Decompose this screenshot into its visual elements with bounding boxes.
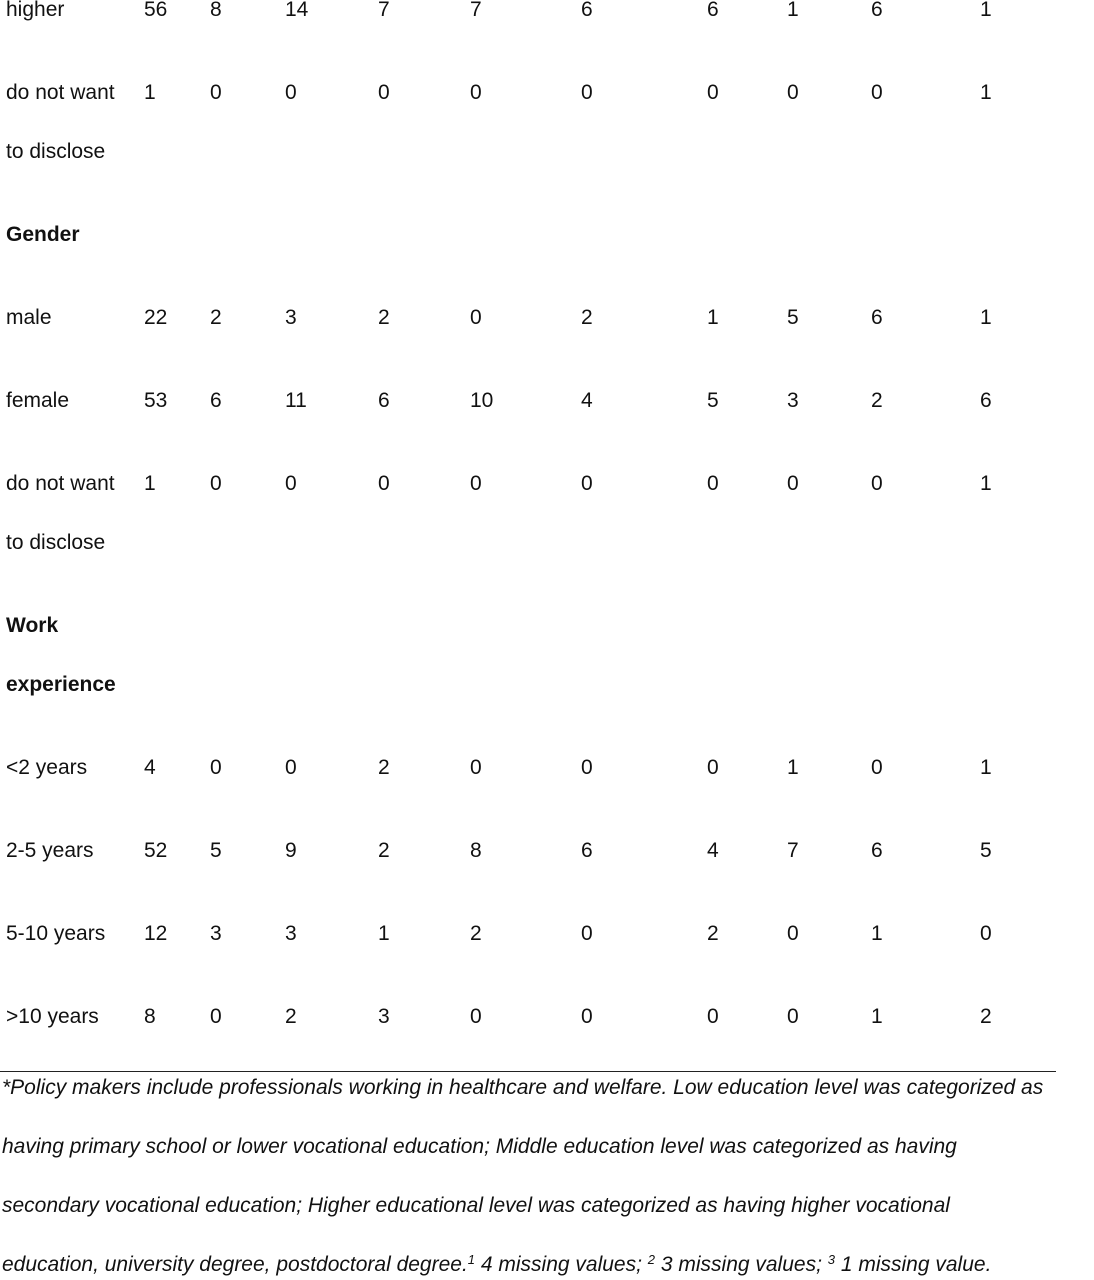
table-cell: 6 xyxy=(581,0,593,21)
table-cell: 7 xyxy=(470,0,482,21)
table-cell: 8 xyxy=(144,1005,156,1028)
table-cell: 3 xyxy=(285,306,297,329)
table-cell: 1 xyxy=(707,306,719,329)
table-cell: 6 xyxy=(707,0,719,21)
row-label: 2-5 years xyxy=(6,839,94,862)
table-cell: 0 xyxy=(470,306,482,329)
table-cell: 4 xyxy=(581,389,593,412)
table-cell: 2 xyxy=(378,306,390,329)
table-cell: 6 xyxy=(378,389,390,412)
table-cell: 1 xyxy=(378,922,390,945)
table-cell: 0 xyxy=(378,472,390,495)
table-cell: 0 xyxy=(707,1005,719,1028)
table-cell: 56 xyxy=(144,0,168,21)
row-label: 5-10 years xyxy=(6,922,106,945)
table-cell: 1 xyxy=(980,0,992,21)
table-cell: 14 xyxy=(285,0,309,21)
table-cell: 0 xyxy=(378,81,390,104)
table-cell: 1 xyxy=(787,756,799,779)
footnote-line-1: *Policy makers include professionals working in healthcare and welfare. Low education level was categorized as xyxy=(2,1076,1044,1099)
table-cell: 1 xyxy=(144,472,156,495)
table-cell: 9 xyxy=(285,839,297,862)
table-cell: 2 xyxy=(581,306,593,329)
footnote-missing-3: 1 missing value. xyxy=(835,1253,992,1276)
table-cell: 11 xyxy=(285,389,307,412)
footnote-line-4-text: education, university degree, postdoctoral degree. xyxy=(2,1253,468,1276)
table-cell: 2 xyxy=(871,389,883,412)
row-label-cont: to disclose xyxy=(6,140,106,163)
row-label: do not want xyxy=(6,81,115,104)
table-cell: 10 xyxy=(470,389,494,412)
table-cell: 2 xyxy=(980,1005,992,1028)
table-cell: 0 xyxy=(470,756,482,779)
table-cell: 2 xyxy=(707,922,719,945)
table-cell: 0 xyxy=(581,922,593,945)
table-cell: 0 xyxy=(581,1005,593,1028)
table-cell: 2 xyxy=(285,1005,297,1028)
section-header-cont: experience xyxy=(6,673,116,696)
table-cell: 6 xyxy=(980,389,992,412)
row-label-cont: to disclose xyxy=(6,531,106,554)
table-cell: 8 xyxy=(210,0,222,21)
table-cell: 1 xyxy=(980,81,992,104)
table-cell: 3 xyxy=(787,389,799,412)
table-cell: 0 xyxy=(470,472,482,495)
table-cell: 0 xyxy=(285,756,297,779)
table-cell: 4 xyxy=(707,839,719,862)
row-label: do not want xyxy=(6,472,115,495)
table-cell: 52 xyxy=(144,839,168,862)
table-cell: 0 xyxy=(871,472,883,495)
table-cell: 3 xyxy=(285,922,297,945)
table-cell: 0 xyxy=(787,81,799,104)
table-cell: 1 xyxy=(871,922,883,945)
table-cell: 7 xyxy=(378,0,390,21)
table-cell: 6 xyxy=(871,839,883,862)
table-cell: 7 xyxy=(787,839,799,862)
table-cell: 5 xyxy=(707,389,719,412)
table-cell: 6 xyxy=(871,306,883,329)
table-cell: 1 xyxy=(144,81,156,104)
section-header: Work xyxy=(6,614,59,637)
table-cell: 8 xyxy=(470,839,482,862)
table-cell: 6 xyxy=(210,389,222,412)
footnote-sup-1: 1 xyxy=(467,1252,476,1267)
table-cell: 53 xyxy=(144,389,168,412)
table-cell: 1 xyxy=(980,472,992,495)
table-cell: 0 xyxy=(707,81,719,104)
table-cell: 0 xyxy=(871,81,883,104)
table-cell: 1 xyxy=(787,0,799,21)
row-label: >10 years xyxy=(6,1005,99,1028)
row-label: female xyxy=(6,389,70,412)
table-cell: 0 xyxy=(210,81,222,104)
table-cell: 0 xyxy=(871,756,883,779)
section-header: Gender xyxy=(6,223,80,246)
table-cell: 2 xyxy=(378,756,390,779)
table-cell: 0 xyxy=(581,472,593,495)
row-label: higher xyxy=(6,0,65,21)
footnote-missing-1: 4 missing values; xyxy=(475,1253,648,1276)
table-cell: 0 xyxy=(787,922,799,945)
table-cell: 6 xyxy=(871,0,883,21)
table-cell: 12 xyxy=(144,922,168,945)
table-cell: 0 xyxy=(581,756,593,779)
table-cell: 1 xyxy=(980,306,992,329)
table-cell: 0 xyxy=(285,81,297,104)
table-cell: 2 xyxy=(378,839,390,862)
footnote-sup-2: 2 xyxy=(647,1252,656,1267)
footnote-missing-2: 3 missing values; xyxy=(655,1253,828,1276)
row-label: <2 years xyxy=(6,756,88,779)
table-cell: 1 xyxy=(871,1005,883,1028)
table-cell: 0 xyxy=(980,922,992,945)
table-bottom-rule xyxy=(0,1071,1056,1072)
footnote-line-2: having primary school or lower vocational education; Middle education level was categorized as having xyxy=(2,1135,957,1158)
table-cell: 2 xyxy=(210,306,222,329)
table-cell: 5 xyxy=(980,839,992,862)
table-cell: 2 xyxy=(470,922,482,945)
table-cell: 0 xyxy=(470,81,482,104)
table-cell: 22 xyxy=(144,306,168,329)
table-cell: 0 xyxy=(210,1005,222,1028)
table-cell: 0 xyxy=(210,756,222,779)
table-cell: 0 xyxy=(210,472,222,495)
table-cell: 3 xyxy=(210,922,222,945)
table-cell: 0 xyxy=(787,472,799,495)
table-cell: 5 xyxy=(210,839,222,862)
table-cell: 4 xyxy=(144,756,156,779)
table-cell: 6 xyxy=(581,839,593,862)
table-cell: 1 xyxy=(980,756,992,779)
table-cell: 0 xyxy=(285,472,297,495)
table-cell: 5 xyxy=(787,306,799,329)
table-cell: 0 xyxy=(707,756,719,779)
table-cell: 0 xyxy=(581,81,593,104)
table-cell: 0 xyxy=(787,1005,799,1028)
table-cell: 0 xyxy=(707,472,719,495)
footnote-sup-3: 3 xyxy=(827,1252,835,1267)
table-cell: 3 xyxy=(378,1005,390,1028)
table-cell: 0 xyxy=(470,1005,482,1028)
footnote-line-3: secondary vocational education; Higher educational level was categorized as having higher vocational xyxy=(2,1194,950,1217)
row-label: male xyxy=(6,306,52,329)
footnote-line-4 xyxy=(2,1253,991,1277)
